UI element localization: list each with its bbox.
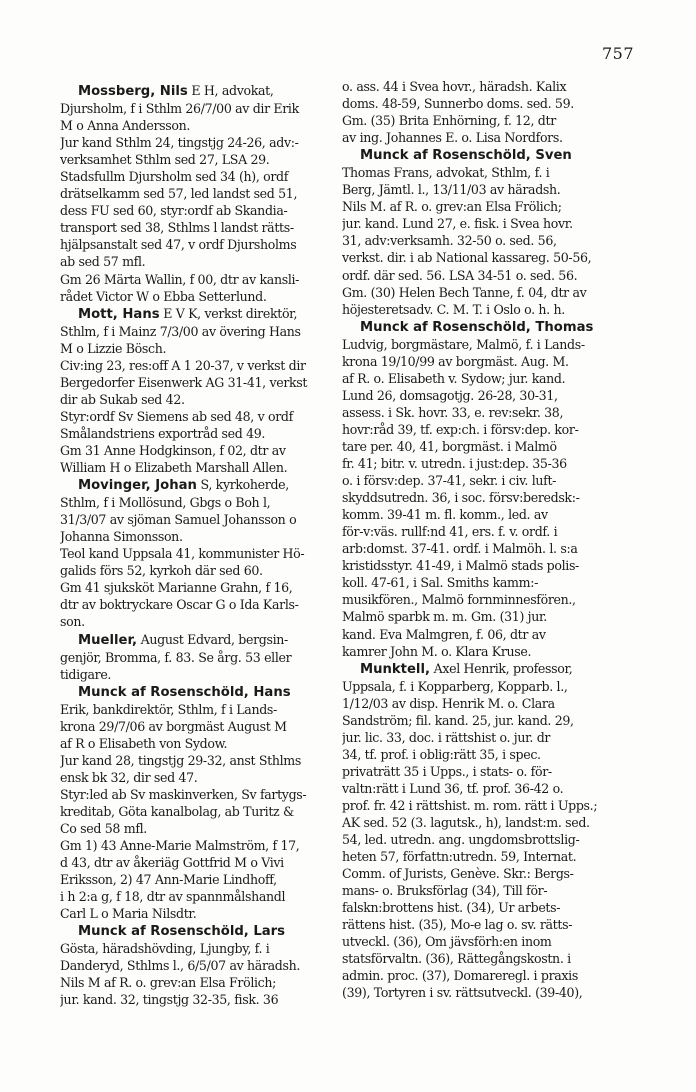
- entry-line: [60, 476, 336, 494]
- entry-line: Eriksson, 2) 47 Ann-Marie Lindhoff,: [60, 872, 277, 888]
- entry-line: ab sed 57 mfl.: [60, 254, 146, 270]
- entry-line: Erik, bankdirektör, Sthlm, f i Lands-: [60, 701, 277, 717]
- entry-line: Gm 31 Anne Hodgkinson, f 02, dtr av: [60, 442, 286, 458]
- directory-entry: [342, 318, 618, 660]
- entry-name: Mueller,: [78, 632, 138, 648]
- entry-line: Berg, Jämtl. l., 13/11/03 av häradsh.: [342, 182, 561, 198]
- entry-line: hjälpsanstalt sed 47, v ordf Djursholms: [60, 237, 297, 253]
- entry-line: dir ab Sukab sed 42.: [60, 391, 185, 407]
- entry-line: dess FU sed 60, styr:ordf ab Skandia-: [60, 203, 288, 219]
- entry-line: Uppsala, f. i Kopparberg, Kopparb. l.,: [342, 678, 568, 694]
- entry-line: [342, 318, 618, 336]
- entry-line: Styr:ordf Sv Siemens ab sed 48, v ordf: [60, 408, 293, 424]
- directory-entry: [60, 305, 336, 476]
- entry-name: Mott, Hans: [78, 306, 160, 322]
- entry-line: Gösta, häradshövding, Ljungby, f. i: [60, 941, 270, 957]
- entry-title: Axel Henrik, professor,: [429, 660, 573, 676]
- entry-line: Co sed 58 mfl.: [60, 821, 147, 837]
- entry-line: assess. i Sk. hovr. 33, e. rev:sekr. 38,: [342, 404, 564, 420]
- entry-line: Gm 26 Märta Wallin, f 00, dtr av kansli-: [60, 271, 300, 287]
- entry-name: Munck af Rosenschöld, Lars: [78, 924, 286, 940]
- directory-entry: [342, 146, 618, 317]
- entry-line: kristidsstyr. 41-49, i Malmö stads polis-: [342, 558, 579, 574]
- entry-line: genjör, Bromma, f. 83. Se årg. 53 eller: [60, 649, 292, 665]
- entry-line: doms. 48-59, Sunnerbo doms. sed. 59.: [342, 96, 574, 112]
- entry-line: [60, 922, 336, 940]
- entry-line: Smålandstriens exportråd sed 49.: [60, 425, 266, 441]
- entry-line: tare per. 40, 41, borgmäst. i Malmö: [342, 438, 557, 454]
- entry-line: af R o Elisabeth von Sydow.: [60, 735, 228, 751]
- entry-name: Movinger, Johan: [78, 478, 197, 494]
- entry-line: M o Lizzie Bösch.: [60, 340, 167, 356]
- directory-entry: [60, 922, 336, 1008]
- entry-line: Stadsfullm Djursholm sed 34 (h), ordf: [60, 169, 289, 185]
- entry-line: kand. Eva Malmgren, f. 06, dtr av: [342, 626, 546, 642]
- entry-line: krona 29/7/06 av borgmäst August M: [60, 718, 287, 734]
- entry-line: o. i försv:dep. 37-41, sekr. i civ. luft-: [342, 473, 557, 489]
- entry-line: höjesteretsadv. C. M. T. i Oslo o. h. h.: [342, 301, 565, 317]
- directory-entry: [342, 660, 618, 1002]
- entry-line: privaträtt 35 i Upps., i stats- o. för-: [342, 763, 552, 779]
- directory-entry: [60, 683, 336, 923]
- entry-line: jur. kand. 32, tingstjg 32-35, fisk. 36: [60, 992, 279, 1008]
- entry-line: skyddsutredn. 36, i soc. försv:beredsk:-: [342, 490, 580, 506]
- entry-title: E V K, verkst direktör,: [159, 305, 298, 321]
- entry-line: komm. 39-41 m. fl. komm., led. av: [342, 507, 548, 523]
- entry-line: rådet Victor W o Ebba Setterlund.: [60, 288, 267, 304]
- entry-title: S, kyrkoherde,: [196, 477, 289, 493]
- entry-line: mans- o. Bruksförlag (34), Till för-: [342, 883, 548, 899]
- entry-line: (39), Tortyren i sv. rättsutveckl. (39-40),: [342, 985, 583, 1001]
- entry-line: Styr:led ab Sv maskinverken, Sv fartygs-: [60, 786, 307, 802]
- entry-line: kreditab, Göta kanalbolag, ab Turitz &: [60, 803, 294, 819]
- entry-line: valtn:rätt i Lund 36, tf. prof. 36-42 o.: [342, 780, 564, 796]
- entry-line: för-v:väs. rullf:nd 41, ers. f. v. ordf. i: [342, 524, 558, 540]
- entry-line: Danderyd, Sthlms l., 6/5/07 av häradsh.: [60, 958, 301, 974]
- entry-line: hovr:råd 39, tf. exp:ch. i försv:dep. kor-: [342, 421, 579, 437]
- entry-line: d 43, dtr av åkeriäg Gottfrid M o Vivi: [60, 855, 284, 871]
- entry-line: krona 19/10/99 av borgmäst. Aug. M.: [342, 353, 569, 369]
- entry-line: jur. kand. Lund 27, e. fisk. i Svea hovr.: [342, 216, 573, 232]
- entry-line: arb:domst. 37-41. ordf. i Malmöh. l. s:a: [342, 541, 578, 557]
- entry-line: Nils M af R. o. grev:an Elsa Frölich;: [60, 975, 277, 991]
- entry-line: Sthlm, f i Mainz 7/3/00 av övering Hans: [60, 323, 301, 339]
- left-column: [60, 82, 336, 1009]
- entry-line: kamrer John M. o. Klara Kruse.: [342, 643, 532, 659]
- entry-line: 31, adv:verksamh. 32-50 o. sed. 56,: [342, 233, 557, 249]
- entry-title: August Edvard, bergsin-: [137, 631, 288, 647]
- entry-line: [60, 683, 336, 701]
- right-column: [342, 78, 618, 1002]
- entry-line: 34, tf. prof. i oblig:rätt 35, i spec.: [342, 746, 541, 762]
- entry-line: Jur kand 28, tingstjg 29-32, anst Sthlms: [60, 752, 301, 768]
- entry-line: [342, 146, 618, 164]
- entry-name: Mossberg, Nils: [78, 84, 188, 99]
- entry-line: Teol kand Uppsala 41, kommunister Hö-: [60, 546, 305, 562]
- entry-line: fr. 41; bitr. v. utredn. i just:dep. 35-36: [342, 456, 567, 472]
- entry-line: William H o Elizabeth Marshall Allen.: [60, 460, 288, 476]
- entry-line: jur. lic. 33, doc. i rättshist o. jur. dr: [342, 729, 551, 745]
- directory-entry: [60, 476, 336, 630]
- entry-line: dtr av boktryckare Oscar G o Ida Karls-: [60, 597, 299, 613]
- entry-title: E H, advokat,: [187, 83, 274, 98]
- entry-line: Sthlm, f i Mollösund, Gbgs o Boh l,: [60, 495, 271, 511]
- entry-line: Malmö sparbk m. m. Gm. (31) jur.: [342, 609, 547, 625]
- entry-line: Gm. (35) Brita Enhörning, f. 12, dtr: [342, 113, 556, 129]
- entry-line: 54, led. utredn. ang. ungdomsbrottslig-: [342, 832, 580, 848]
- entry-line: Gm. (30) Helen Bech Tanne, f. 04, dtr av: [342, 284, 587, 300]
- entry-line: av ing. Johannes E. o. Lisa Nordfors.: [342, 130, 563, 146]
- entry-line: statsförvaltn. (36), Rättegångskostn. i: [342, 951, 571, 967]
- entry-line: koll. 47-61, i Sal. Smiths kamm:-: [342, 575, 538, 591]
- entry-line: i h 2:a g, f 18, dtr av spannmålshandl: [60, 889, 286, 905]
- entry-line: M o Anna Andersson.: [60, 118, 191, 134]
- entry-name: Munck af Rosenschöld, Thomas: [360, 319, 594, 335]
- entry-line: Nils M. af R. o. grev:an Elsa Frölich;: [342, 199, 562, 215]
- entry-line: [60, 631, 336, 649]
- entry-line: utveckl. (36), Om jävsförh:en inom: [342, 934, 552, 950]
- entry-line: Ludvig, borgmästare, Malmö, f. i Lands-: [342, 336, 585, 352]
- entry-line: rättens hist. (35), Mo-e lag o. sv. rätts-: [342, 917, 573, 933]
- entry-line: ordf. där sed. 56. LSA 34-51 o. sed. 56.: [342, 267, 578, 283]
- entry-line: Lund 26, domsagotjg. 26-28, 30-31,: [342, 387, 558, 403]
- entry-line: tidigare.: [60, 666, 112, 682]
- entry-line: o. ass. 44 i Svea hovr., häradsh. Kalix: [342, 79, 567, 94]
- entry-line: heten 57, författn:utredn. 59, Internat.: [342, 849, 577, 865]
- page-number: 757: [601, 44, 634, 63]
- entry-line: admin. proc. (37), Domareregl. i praxis: [342, 968, 578, 984]
- entry-line: musikfören., Malmö fornminnesfören.,: [342, 592, 576, 608]
- entry-line: verksamhet Sthlm sed 27, LSA 29.: [60, 152, 270, 168]
- entry-line: Djursholm, f i Sthlm 26/7/00 av dir Erik: [60, 101, 299, 117]
- entry-line: Gm 41 sjuksköt Marianne Grahn, f 16,: [60, 580, 293, 596]
- entry-line: transport sed 38, Sthlms l landst rätts-: [60, 220, 294, 236]
- entry-line: 1/12/03 av disp. Henrik M. o. Clara: [342, 695, 555, 711]
- directory-entry: [60, 631, 336, 683]
- entry-line: Thomas Frans, advokat, Sthlm, f. i: [342, 165, 550, 181]
- entry-line: prof. fr. 42 i rättshist. m. rom. rätt i Upps.;: [342, 797, 598, 813]
- entry-line: AK sed. 52 (3. lagutsk., h), landst:m. sed.: [342, 815, 590, 831]
- directory-entry: [342, 78, 618, 146]
- entry-line: Bergedorfer Eisenwerk AG 31-41, verkst: [60, 374, 308, 390]
- entry-line: falskn:brottens hist. (34), Ur arbets-: [342, 900, 561, 916]
- entry-line: Carl L o Maria Nilsdtr.: [60, 906, 197, 922]
- entry-line: [342, 660, 618, 678]
- entry-line: galids förs 52, kyrkoh där sed 60.: [60, 563, 263, 579]
- entry-line: [60, 82, 336, 100]
- entry-line: ensk bk 32, dir sed 47.: [60, 769, 198, 785]
- entry-line: Comm. of Jurists, Genève. Skr.: Bergs-: [342, 866, 574, 882]
- entry-name: Munck af Rosenschöld, Hans: [78, 684, 291, 700]
- entry-line: Jur kand Sthlm 24, tingstjg 24-26, adv:-: [60, 135, 299, 151]
- directory-entry: [60, 82, 336, 305]
- entry-line: Johanna Simonsson.: [60, 529, 183, 545]
- entry-line: af R. o. Elisabeth v. Sydow; jur. kand.: [342, 370, 566, 386]
- entry-line: 31/3/07 av sjöman Samuel Johansson o: [60, 512, 297, 528]
- entry-line: verkst. dir. i ab National kassareg. 50-56,: [342, 250, 592, 266]
- entry-line: Sandström; fil. kand. 25, jur. kand. 29,: [342, 712, 574, 728]
- entry-line: Gm 1) 43 Anne-Marie Malmström, f 17,: [60, 838, 300, 854]
- entry-line: drätselkamm sed 57, led landst sed 51,: [60, 186, 298, 202]
- entry-name: Munck af Rosenschöld, Sven: [360, 148, 572, 164]
- entry-line: son.: [60, 614, 85, 630]
- entry-line: [60, 305, 336, 323]
- entry-line: Civ:ing 23, res:off A 1 20-37, v verkst dir: [60, 357, 306, 373]
- entry-name: Munktell,: [360, 661, 430, 677]
